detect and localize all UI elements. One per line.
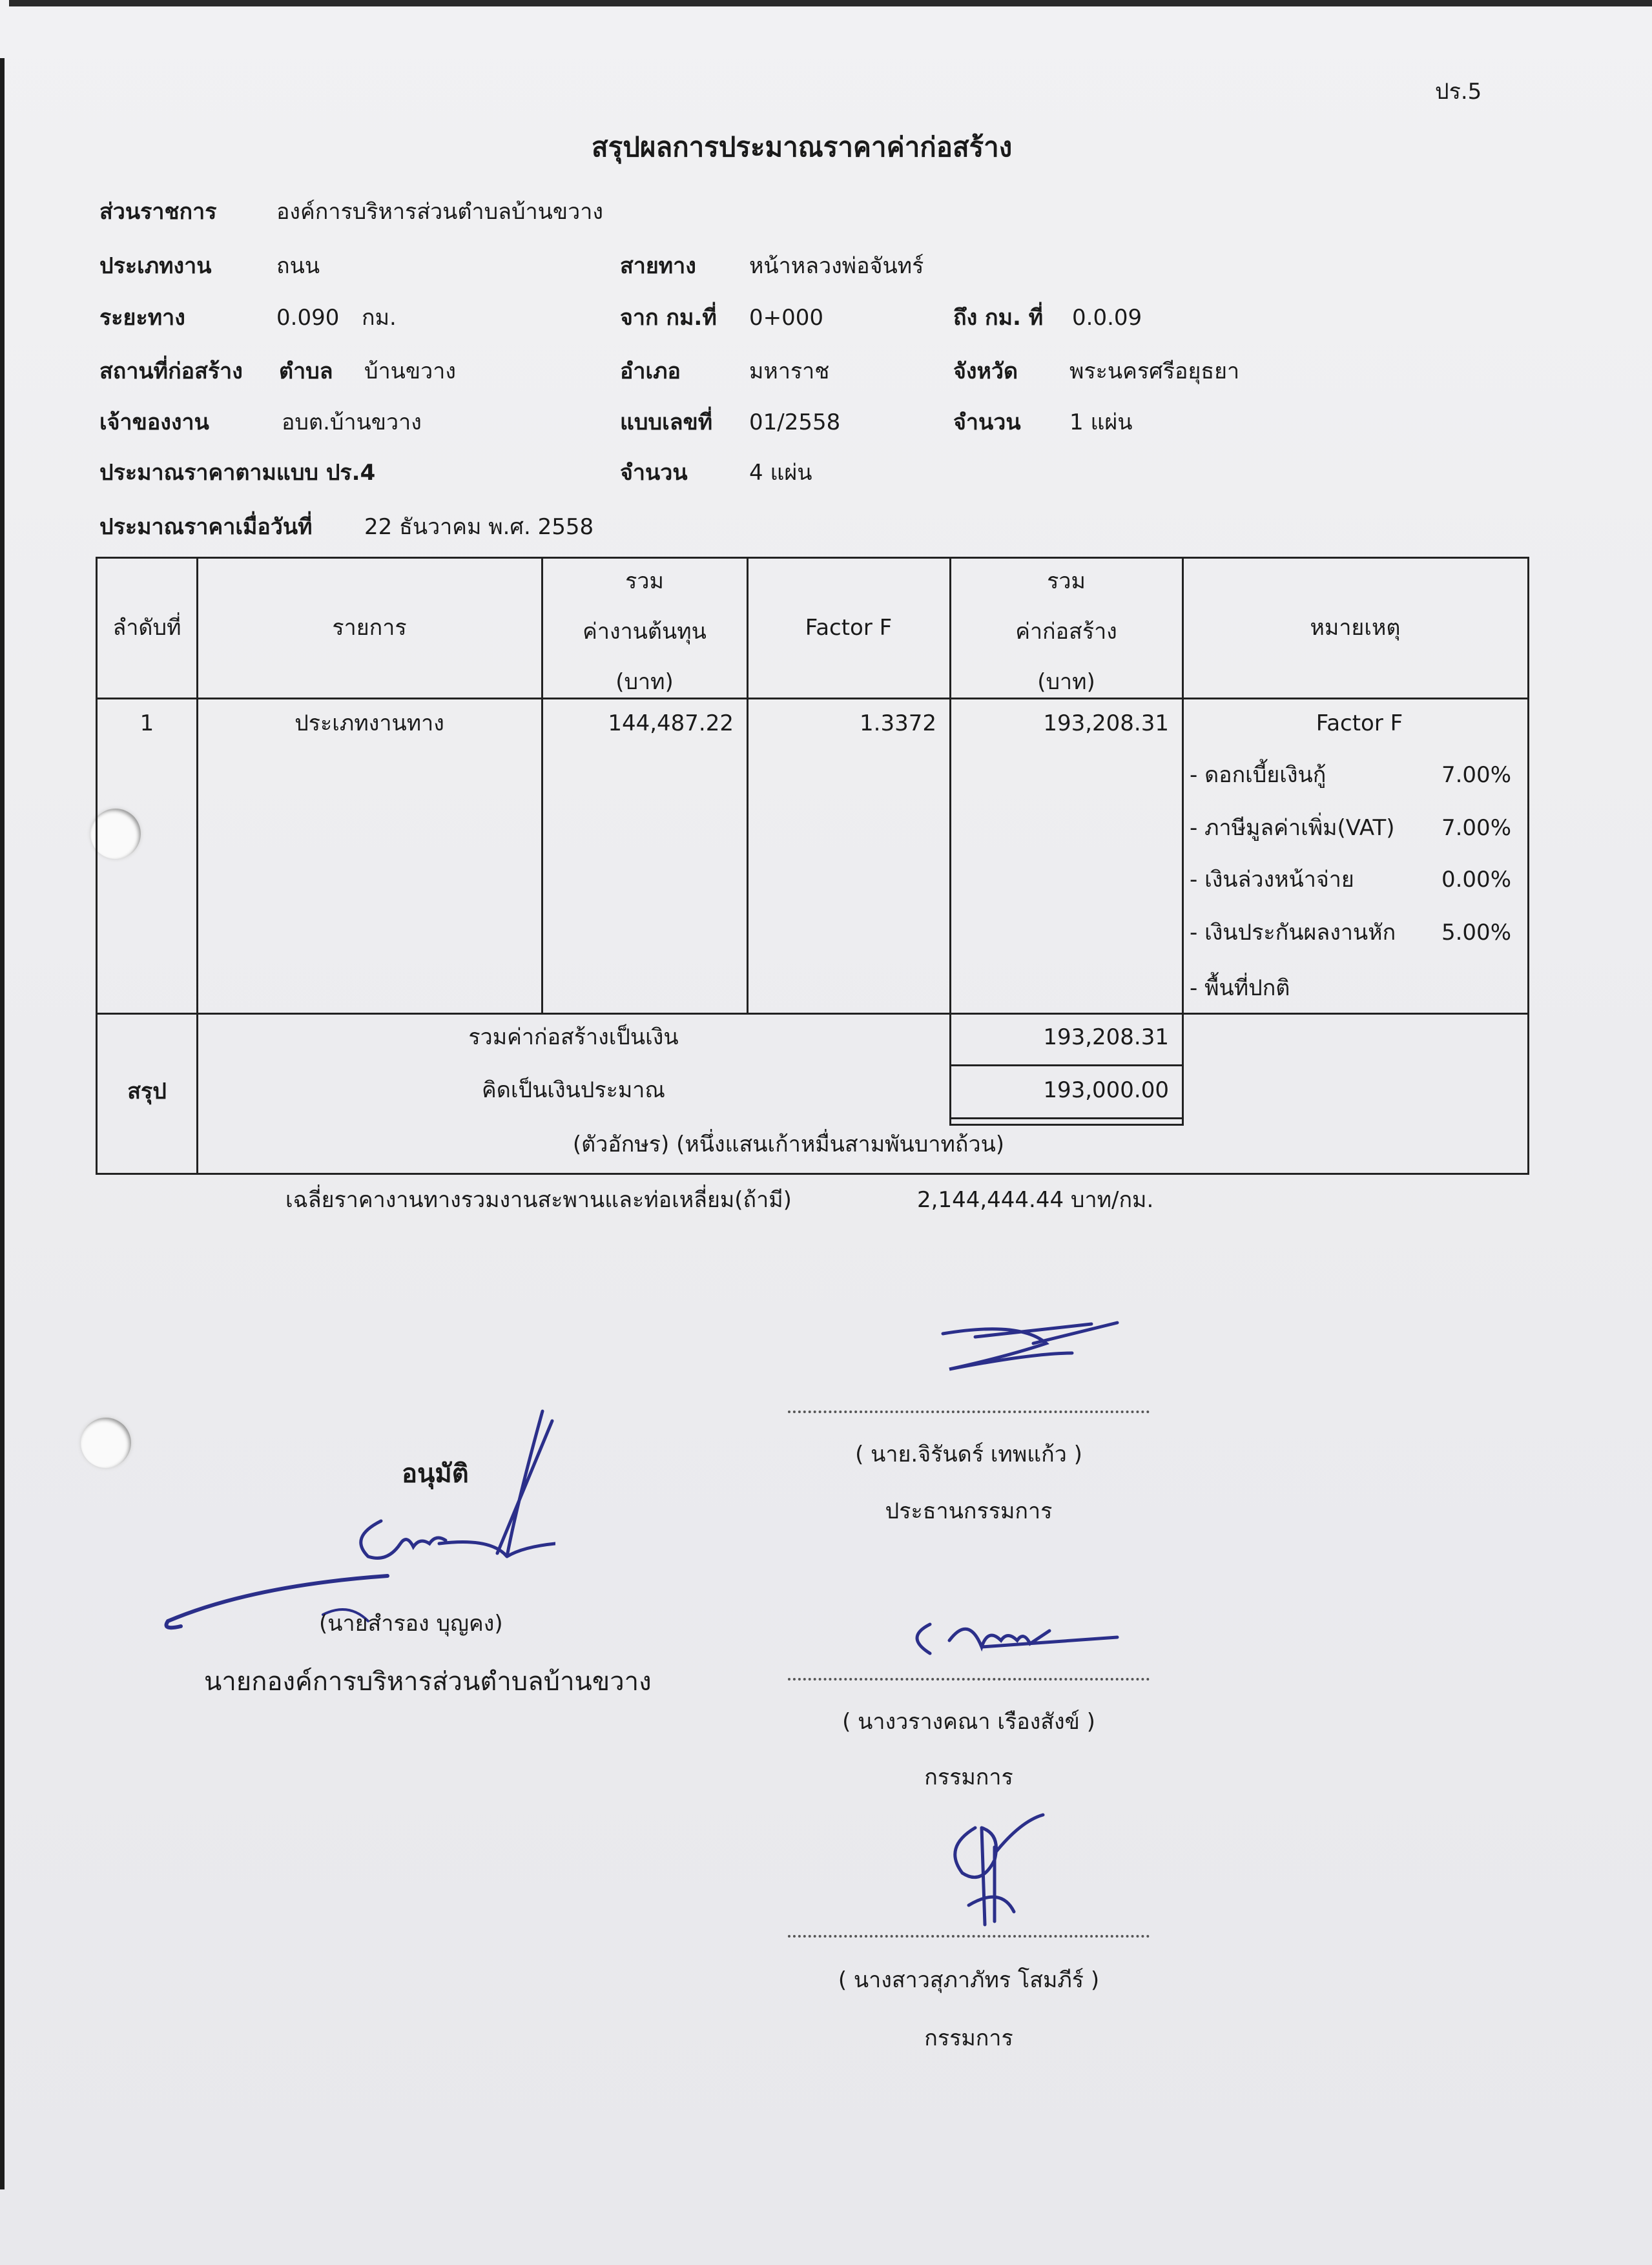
distance-unit: กม. [362,305,397,331]
member1-signature [891,1602,1124,1673]
owner-value: อบต.บ้านขวาง [282,409,422,435]
chairman-signature-line [788,1411,1150,1413]
subdistrict-value: บ้านขวาง [364,358,456,384]
average-value: 2,144,444.44 บาท/กม. [917,1187,1154,1213]
average-label: เฉลี่ยราคางานทางรวมงานสะพานและท่อเหลี่ยม(ถ้ามี) [285,1187,792,1213]
owner-label: เจ้าของงาน [99,409,209,435]
header-cost-top: รวม [625,568,664,594]
member1-role: กรรมการ [924,1764,1013,1790]
province-label: จังหวัด [953,358,1018,384]
scan-left-edge [0,58,5,2189]
member2-signature-line [788,1935,1150,1938]
to-km-value: 0.0.09 [1072,305,1142,331]
estimate-sheets-label: จำนวน [620,460,688,486]
row-factor: 1.3372 [860,710,936,736]
sum-value: 193,208.31 [1043,1024,1169,1050]
scan-top-edge [9,0,1652,6]
subdistrict-label: ตำบล [279,358,333,384]
header-total-unit: (บาท) [1037,669,1095,695]
from-km-value: 0+000 [749,305,824,331]
header-factor: Factor F [805,615,893,641]
row-total: 193,208.31 [1043,710,1169,736]
header-item: รายการ [332,615,407,641]
district-value: มหาราช [749,358,830,384]
design-no-value: 01/2558 [749,409,841,435]
work-type-value: ถนน [276,253,320,279]
approver-name: (นายสำรอง บุญคง) [319,1611,503,1637]
agency-value: องค์การบริหารส่วนตำบลบ้านขวาง [276,199,603,225]
approx-label: คิดเป็นเงินประมาณ [482,1077,665,1103]
route-label: สายทาง [620,253,696,279]
table-top-rule [96,557,1529,559]
chairman-name: ( นาย.จิรันดร์ เทพแก้ว ) [855,1442,1082,1467]
remarks-title: Factor F [1316,710,1403,736]
remark-label: - เงินประกันผลงานหัก [1190,920,1396,946]
work-type-label: ประเภทงาน [99,253,212,279]
table-header-rule [96,698,1529,699]
approval-signature [155,1408,555,1679]
row-no: 1 [139,710,154,736]
approver-position: นายกองค์การบริหารส่วนตำบลบ้านขวาง [204,1667,652,1697]
remark-label: - พื้นที่ปกติ [1190,975,1290,1001]
row-cost: 144,487.22 [608,710,734,736]
approx-rule-1 [949,1117,1183,1119]
from-km-label: จาก กม.ที่ [620,305,717,331]
chairman-role: ประธานกรรมการ [885,1498,1053,1524]
remark-value: 7.00% [1441,762,1511,788]
sum-label: รวมค่าก่อสร้างเป็นเงิน [468,1024,679,1050]
page-code: ปร.5 [1435,79,1482,105]
district-label: อำเภอ [620,358,681,384]
punch-hole-bottom [81,1418,131,1468]
estimate-form-label: ประมาณราคาตามแบบ ปร.4 [99,460,376,486]
header-remark: หมายเหตุ [1310,615,1401,641]
row-item: ประเภทงานทาง [294,710,444,736]
date-label: ประมาณราคาเมื่อวันที่ [99,514,313,540]
header-total-top: รวม [1047,568,1086,594]
sum-rule [949,1064,1183,1066]
header-cost-unit: (บาท) [615,669,674,695]
remark-label: - ภาษีมูลค่าเพิ่ม(VAT) [1190,815,1395,841]
table-body-rule [96,1013,1529,1015]
to-km-label: ถึง กม. ที่ [953,305,1044,331]
sheets-label: จำนวน [953,409,1021,435]
header-total-mid: ค่าก่อสร้าง [1015,619,1117,645]
summary-label: สรุป [127,1079,167,1104]
approx-rule-2 [949,1124,1183,1126]
table-bottom-rule [96,1173,1529,1175]
remark-label: - ดอกเบี้ยเงินกู้ [1190,762,1327,788]
remark-value: 5.00% [1441,920,1511,946]
punch-hole-top [90,809,141,859]
col-line-5 [1182,557,1184,1126]
header-cost-mid: ค่างานต้นทุน [583,619,707,645]
sheets-value: 1 แผ่น [1069,409,1133,435]
col-line-6 [1527,557,1529,1175]
remark-value: 0.00% [1441,867,1511,893]
date-value: 22 ธันวาคม พ.ศ. 2558 [364,514,594,540]
approx-value: 193,000.00 [1043,1077,1169,1103]
member2-role: กรรมการ [924,2025,1013,2051]
amount-in-words: (ตัวอักษร) (หนึ่งแสนเก้าหมื่นสามพันบาทถ้วน) [572,1132,1005,1157]
remark-value: 7.00% [1441,815,1511,841]
province-value: พระนครศรีอยุธยา [1069,358,1240,384]
site-label: สถานที่ก่อสร้าง [99,358,243,384]
remark-label: - เงินล่วงหน้าจ่าย [1190,867,1354,893]
route-value: หน้าหลวงพ่อจันทร์ [749,253,924,279]
distance-label: ระยะทาง [99,305,185,331]
member2-name: ( นางสาวสุภาภัทร โสมภีร์ ) [838,1967,1100,1993]
estimate-sheets-value: 4 แผ่น [749,460,812,486]
member1-name: ( นางวรางคณา เรืองสังข์ ) [842,1709,1095,1735]
member2-signature [930,1808,1059,1931]
chairman-signature [930,1318,1124,1389]
page-title: สรุปผลการประมาณราคาค่าก่อสร้าง [592,131,1013,163]
approval-label: อนุมัติ [402,1459,469,1489]
design-no-label: แบบเลขที่ [620,409,713,435]
header-no: ลำดับที่ [112,615,181,641]
agency-label: ส่วนราชการ [99,199,217,225]
member1-signature-line [788,1678,1150,1681]
distance-value: 0.090 [276,305,340,331]
